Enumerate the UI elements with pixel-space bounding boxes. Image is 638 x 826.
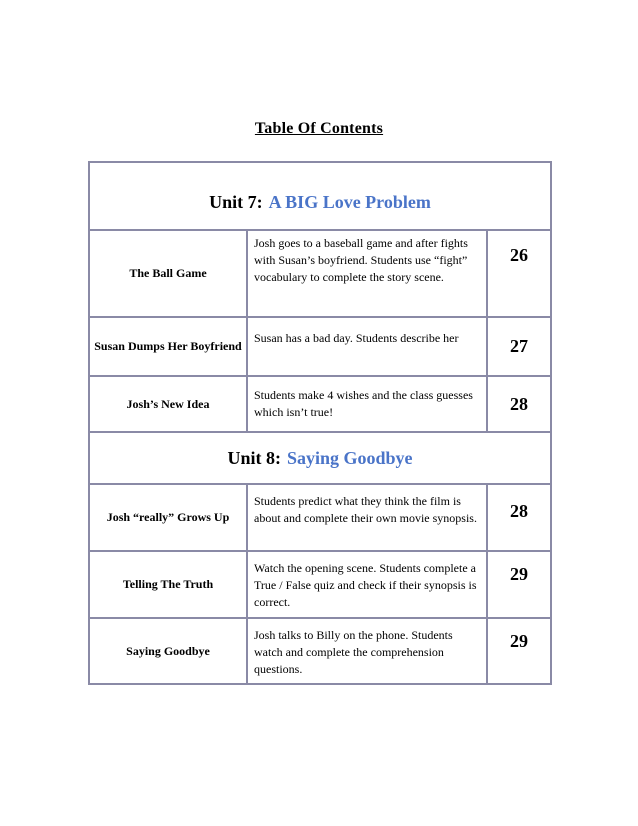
lesson-title: The Ball Game xyxy=(89,230,247,317)
lesson-description: Students make 4 wishes and the class guesses which isn’t true! xyxy=(247,376,487,432)
unit-label: Unit 8: xyxy=(227,447,281,468)
lesson-description: Students predict what they think the film is about and complete their own movie synopsis. xyxy=(247,484,487,551)
unit-label: Unit 7: xyxy=(209,191,263,212)
table-row xyxy=(89,551,551,618)
unit-header-row xyxy=(89,432,551,484)
table-row xyxy=(89,376,551,432)
page-number: 26 xyxy=(487,230,551,317)
lesson-description: Susan has a bad day. Students describe her xyxy=(247,317,487,376)
page-number: 29 xyxy=(487,618,551,684)
lesson-description: Josh talks to Billy on the phone. Students watch and complete the comprehension questions. xyxy=(247,618,487,684)
table-of-contents xyxy=(88,161,552,685)
unit-name: Saying Goodbye xyxy=(286,447,413,468)
lesson-title: Josh “really” Grows Up xyxy=(89,484,247,551)
page-number: 28 xyxy=(487,376,551,432)
page-number: 28 xyxy=(487,484,551,551)
page-title: Table Of Contents xyxy=(254,120,384,137)
page-number: 29 xyxy=(487,551,551,618)
lesson-title: Telling The Truth xyxy=(89,551,247,618)
table-row xyxy=(89,618,551,684)
lesson-title: Susan Dumps Her Boyfriend xyxy=(89,317,247,376)
lesson-title: Saying Goodbye xyxy=(89,618,247,684)
table-row xyxy=(89,484,551,551)
table-row xyxy=(89,317,551,376)
page-number: 27 xyxy=(487,317,551,376)
table-row xyxy=(89,230,551,317)
unit-header xyxy=(89,432,551,484)
unit-header-row xyxy=(89,162,551,230)
unit-name: A BIG Love Problem xyxy=(268,191,431,212)
lesson-description: Watch the opening scene. Students complete a True / False quiz and check if their synopsis is correct. xyxy=(247,551,487,618)
lesson-description: Josh goes to a baseball game and after fights with Susan’s boyfriend. Students use “fight” vocabulary to complete the story scene. xyxy=(247,230,487,317)
unit-header xyxy=(89,162,551,230)
lesson-title: Josh’s New Idea xyxy=(89,376,247,432)
